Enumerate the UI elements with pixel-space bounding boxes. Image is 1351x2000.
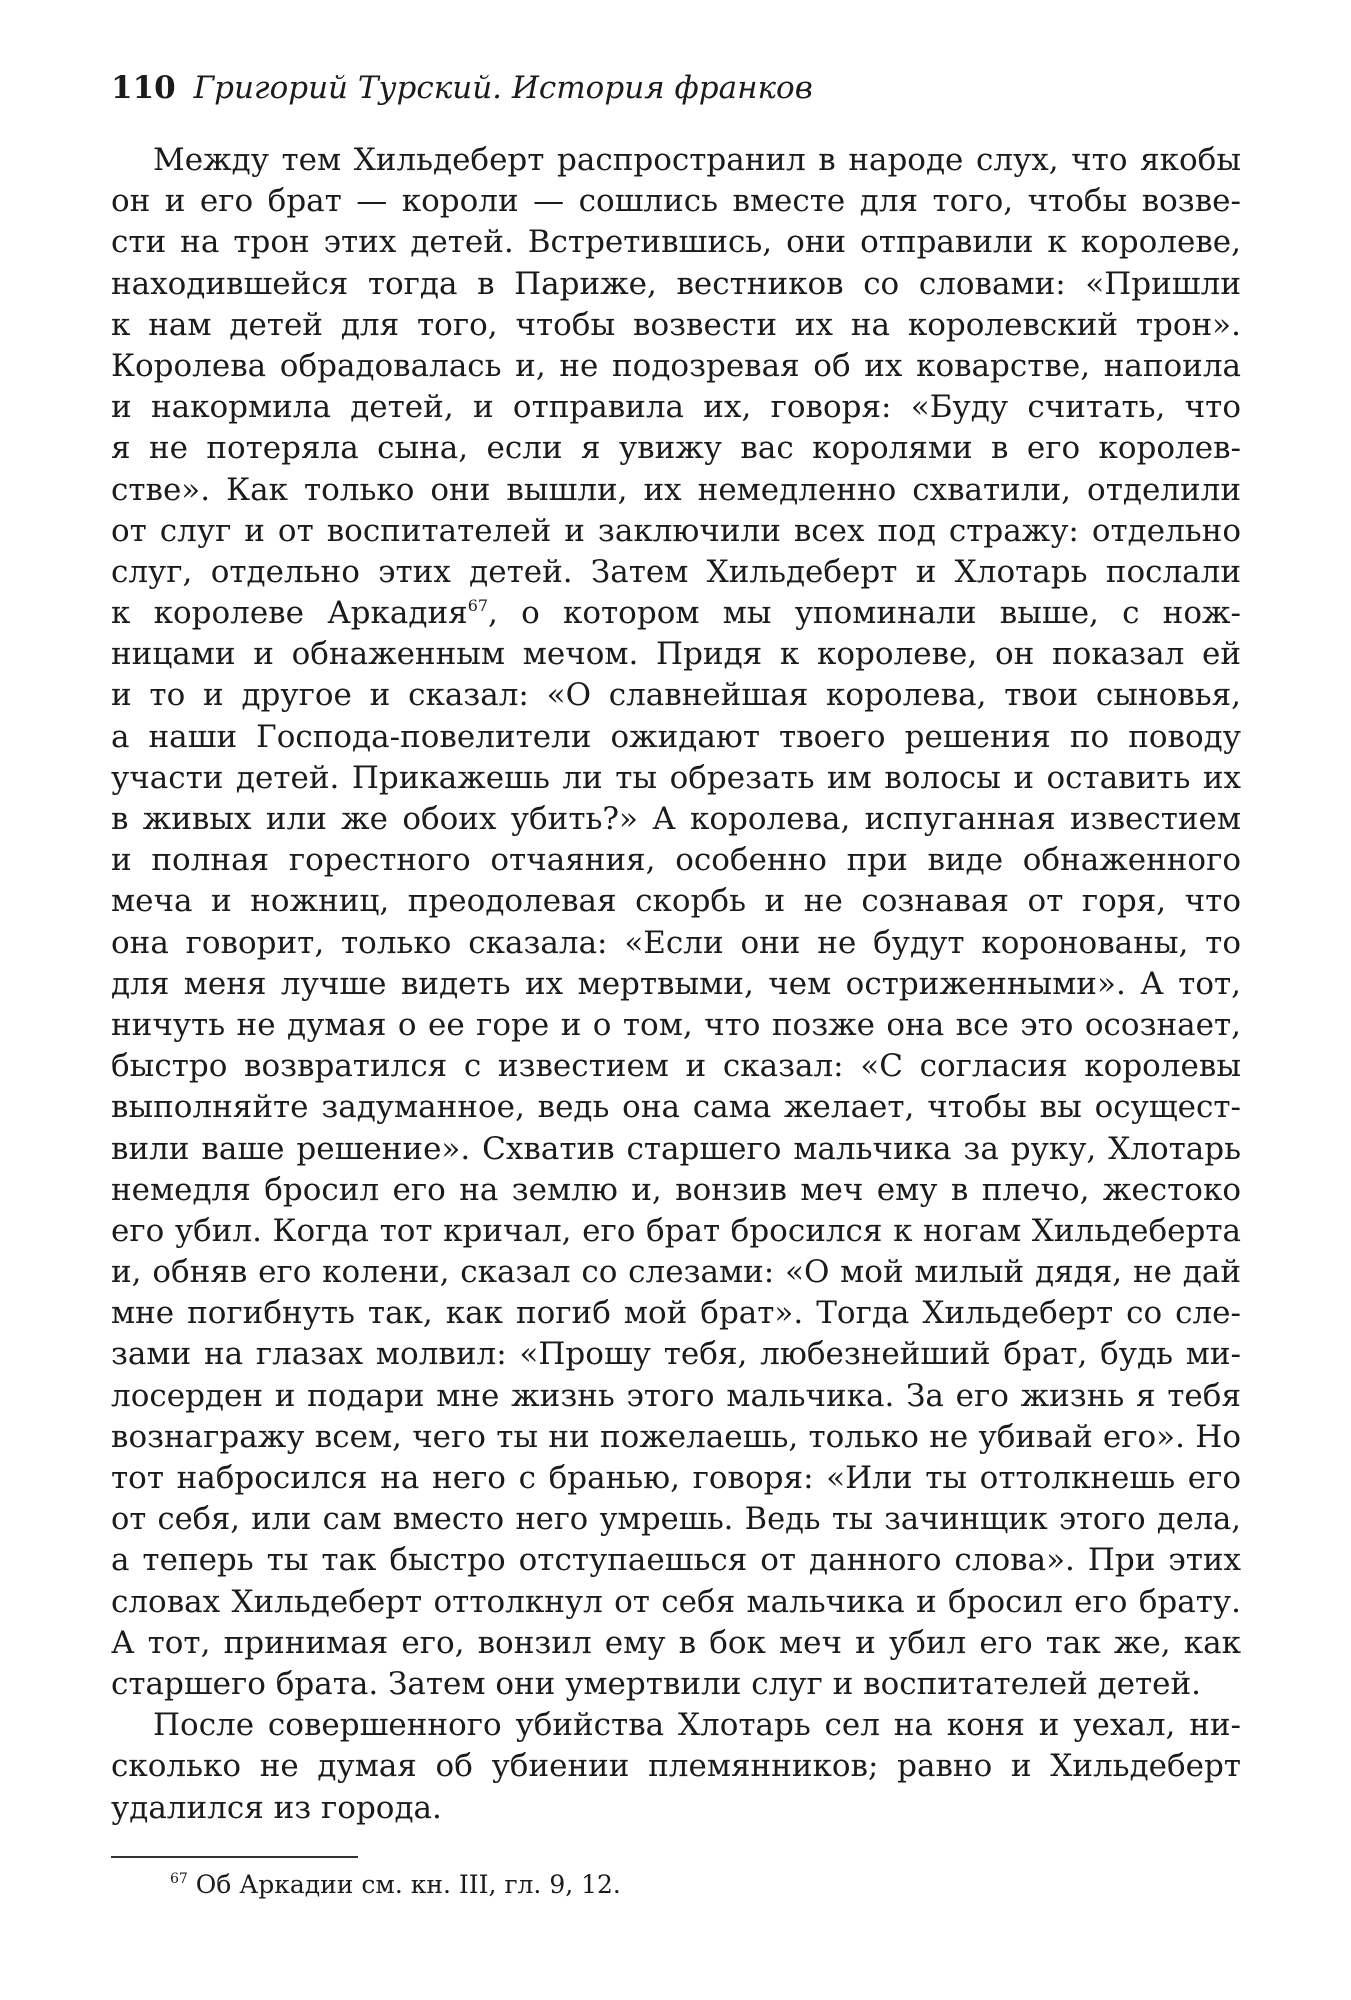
paragraph-1 <box>111 140 1241 1705</box>
text-line: а наши Господа-повелители ожидают твоего решения по поводу <box>111 718 1241 755</box>
footnote-divider <box>111 1856 358 1858</box>
text-line: к нам детей для того, чтобы возвести их на королевский трон». <box>111 306 1241 343</box>
footnote-text: Об Аркадии см. кн. III, гл. 9, 12. <box>195 1870 621 1899</box>
text-line: и то и другое и сказал: «О славнейшая королева, твои сыновья, <box>111 677 1241 714</box>
text-line: находившейся тогда в Париже, вестников со словами: «Пришли <box>111 265 1241 302</box>
text-line: ничуть не думая о ее горе и о том, что позже она все это осознает, <box>111 1006 1241 1043</box>
text-line: сти на трон этих детей. Встретившись, они отправили к королеве, <box>111 224 1241 261</box>
text-line: она говорит, только сказала: «Если они не будут коронованы, то <box>111 924 1241 961</box>
text-line: быстро возвратился с известием и сказал: «С согласия королевы <box>111 1048 1241 1085</box>
text-line: участи детей. Прикажешь ли ты обрезать им волосы и оставить их <box>111 759 1241 796</box>
text-line: а теперь ты так быстро отступаешься от данного слова». При этих <box>111 1542 1241 1579</box>
text-line: После совершенного убийства Хлотарь сел на коня и уехал, ни- <box>153 1707 1241 1744</box>
text-line: А тот, принимая его, вонзил ему в бок меч и убил его так же, как <box>111 1624 1241 1661</box>
page-number: 110 <box>111 70 176 106</box>
text-line: лосерден и подари мне жизнь этого мальчика. За его жизнь я тебя <box>111 1377 1241 1414</box>
book-title: Григорий Турский. История франков <box>193 70 813 106</box>
paragraph-2 <box>111 1705 1241 1829</box>
text-line: удалился из города. <box>111 1789 442 1826</box>
text-segment: к королеве Аркадия <box>111 595 468 632</box>
text-segment: , о котором мы упоминали выше, с нож- <box>488 595 1242 632</box>
text-line: зами на глазах молвил: «Прошу тебя, любезнейший брат, будь ми- <box>111 1336 1241 1373</box>
text-line: Между тем Хильдеберт распространил в народе слух, что якобы <box>153 142 1241 178</box>
text-line: для меня лучше видеть их мертвыми, чем остриженными». А тот, <box>111 965 1241 1002</box>
text-line: выполняйте задуманное, ведь она сама желает, чтобы вы осущест- <box>111 1089 1241 1126</box>
text-line: сколько не думая об убиении племянников; равно и Хильдеберт <box>111 1748 1241 1785</box>
text-line: я не потеряла сына, если я увижу вас королями в его королев- <box>111 430 1241 467</box>
text-line: Королева обрадовалась и, не подозревая об их коварстве, напоила <box>111 347 1241 384</box>
footnote <box>170 1868 621 1902</box>
text-line: в живых или же обоих убить?» А королева, испуганная известием <box>111 801 1241 837</box>
footnote-number: 67 <box>170 1871 188 1887</box>
text-line: от себя, или сам вместо него умрешь. Ведь ты зачинщик этого дела, <box>111 1502 1241 1538</box>
text-line: словах Хильдеберт оттолкнул от себя мальчика и бросил его брату. <box>111 1583 1241 1620</box>
text-line: немедля бросил его на землю и, вонзив меч ему в плечо, жестоко <box>111 1171 1241 1208</box>
footnote-reference[interactable]: 67 <box>467 596 489 616</box>
text-line: мне погибнуть так, как погиб мой брат». Тогда Хильдеберт со сле- <box>111 1295 1241 1332</box>
main-text <box>111 140 1241 1829</box>
text-line: от слуг и от воспитателей и заключили всех под стражу: отдельно <box>111 512 1241 549</box>
running-header <box>111 68 813 108</box>
text-line: старшего брата. Затем они умертвили слуг и воспитателей детей. <box>111 1665 1202 1702</box>
text-line: ницами и обнаженным мечом. Придя к королеве, он показал ей <box>111 636 1241 673</box>
text-line: его убил. Когда тот кричал, его брат бросился к ногам Хильдеберта <box>111 1212 1241 1249</box>
text-line: он и его брат — короли — сошлись вместе для того, чтобы возве- <box>111 183 1241 220</box>
text-line: вили ваше решение». Схватив старшего мальчика за руку, Хлотарь <box>111 1130 1241 1167</box>
text-line: и, обняв его колени, сказал со слезами: «О мой милый дядя, не дай <box>111 1254 1241 1291</box>
text-line-with-footnote <box>111 593 1241 634</box>
text-line: меча и ножниц, преодолевая скорбь и не сознавая от горя, что <box>111 883 1241 920</box>
text-line: стве». Как только они вышли, их немедленно схватили, отделили <box>111 471 1241 508</box>
text-line: вознагражу всем, чего ты ни пожелаешь, только не убивай его». Но <box>111 1418 1241 1455</box>
text-line: и накормила детей, и отправила их, говоря: «Буду считать, что <box>111 389 1241 426</box>
text-line: слуг, отдельно этих детей. Затем Хильдеберт и Хлотарь послали <box>111 553 1241 590</box>
text-line: и полная горестного отчаяния, особенно при виде обнаженного <box>111 842 1241 879</box>
text-line: тот набросился на него с бранью, говоря: «Или ты оттолкнешь его <box>111 1460 1241 1496</box>
